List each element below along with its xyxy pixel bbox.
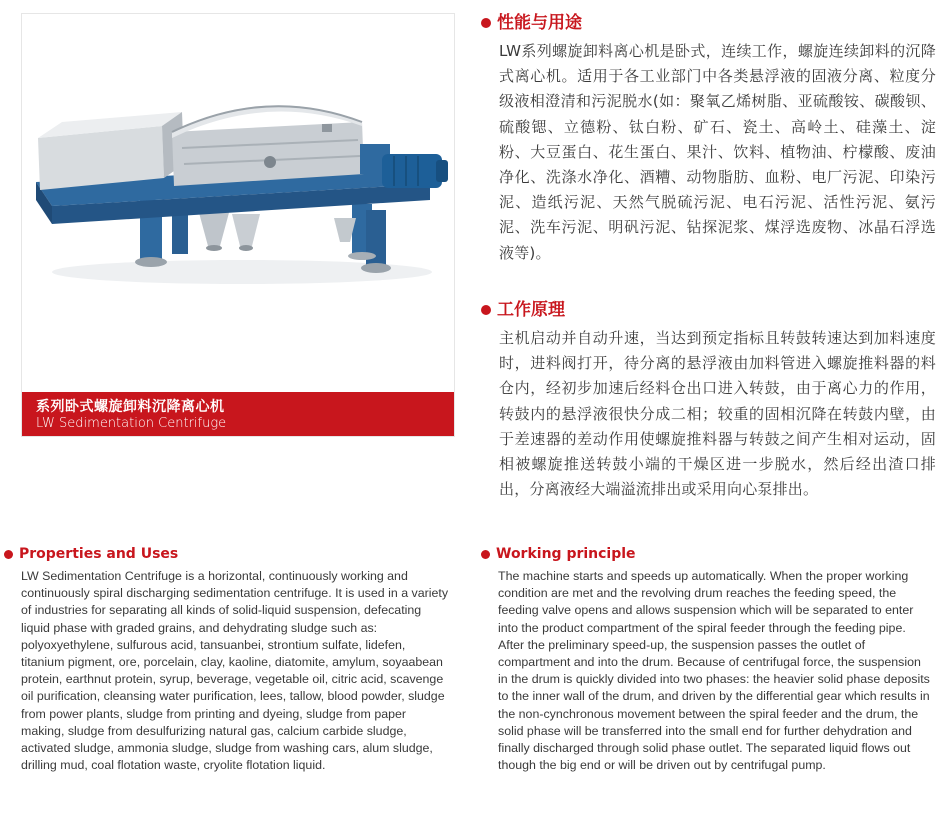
cn-principle-text: 主机启动并自动升速，当达到预定指标且转鼓转速达到加料速度时，进料阀打开，待分离的悬浮液由加料管进入螺旋推料器的料仓内，经初步加速后经料仓出口进入转鼓，由于离心力的作用，转鼓内的悬浮液很快分成二相；较重的固相沉降在转鼓内壁，由于差速器的差动作用使螺旋推料器与转鼓之间产生相对运动，固相被螺旋推送转鼓小端的干燥区进一步脱水，然后经出渣口排出，分离液经大端溢流排出或采用向心泵排出。 <box>499 329 936 499</box>
bullet-dot-icon <box>481 18 491 28</box>
product-image-frame <box>21 13 455 437</box>
en-principle-title: Working principle <box>496 546 636 562</box>
bullet-dot-icon <box>481 305 491 315</box>
en-principle-text: The machine starts and speeds up automatically. When the proper working condition are met and the revolving drum reaches the feeding speed, the feeding valve opens and allows suspension which will be separated to enter into the product compartment of the spiral feeder through the feeding pipe. After the preliminary speed-up, the suspension passes the outlet of compartment and into the drum. Because of centrifugal force, the suspension in the drum is quickly divided into two phases: the heavier solid phase deposits to the inner wall of the drum, and driven by the differential gear which results in the non-cynchronous movement between the spiral feeder and the drum, the solid phase will be transferred into the small end for further dehydration and finally discharged through solid phase outlet. The separated liquid flows out though the big end or will be driven out by centrifugal pump. <box>498 569 930 773</box>
caption-chinese: 系列卧式螺旋卸料沉降离心机 <box>36 399 225 415</box>
en-properties-text: LW Sedimentation Centrifuge is a horizontal, continuously working and continuously spiral discharging sedimentation centrifuge. It is used in a variety of industries for separating all kinds of solid-liquid suspension, defecating liquid phase with graded grains, and dehydrating sludge such as: polyoxyethylene, sulfurous acid, tansuanbei, strontium sulfate, lidefen, titanium pigment, ore, porcelain, clay, kaoline, diatomite, amylum, soyaabean protein, earthnut protein, syrup, beverage, vegetable oil, citric acid, scavenge oil purification, cleansing water purification, lees, tallow, blood powder, sludge from power plants, sludge from printing and dyeing, sludge from paper making, sludge from desulfurizing natural gas, calcium carbide sludge, activated sludge, ammonia sludge, sludge from washing cars, alum sludge, drilling mud, coal flotation waste, cryolite flotation liquid. <box>21 569 449 773</box>
cn-properties-title: 性能与用途 <box>497 13 582 33</box>
en-principle-section <box>481 545 933 774</box>
cn-principle-title: 工作原理 <box>497 300 565 320</box>
cn-properties-text: LW系列螺旋卸料离心机是卧式，连续工作，螺旋连续卸料的沉降式离心机。适用于各工业部门中各类悬浮液的固液分离、粒度分级液相澄清和污泥脱水(如：聚氧乙烯树脂、亚硫酸铵、碳酸钡、硫酸锶、立德粉、钛白粉、矿石、瓷土、高岭土、硅藻土、淀粉、大豆蛋白、花生蛋白、果汁、饮料、植物油、柠檬酸、废油净化、洗涤水净化、酒糟、动物脂肪、血粉、电厂污泥、印染污泥、造纸污泥、天然气脱硫污泥、电石污泥、活性污泥、氨污泥、洗车污泥、明矾污泥、钻探泥浆、煤浮选废物、冰晶石浮选液等)。 <box>499 42 936 262</box>
en-properties-section <box>4 545 452 774</box>
caption-english: LW Sedimentation Centrifuge <box>36 416 227 431</box>
bullet-dot-icon <box>4 550 13 559</box>
en-principle-heading <box>481 545 933 563</box>
bullet-dot-icon <box>481 550 490 559</box>
cn-principle-section <box>481 299 936 502</box>
cn-properties-heading <box>481 12 936 34</box>
en-properties-heading <box>4 545 452 563</box>
cn-properties-section <box>481 12 936 266</box>
cn-principle-heading <box>481 299 936 321</box>
en-properties-title: Properties and Uses <box>19 546 179 562</box>
centrifuge-illustration <box>22 14 455 394</box>
product-caption <box>22 392 454 436</box>
